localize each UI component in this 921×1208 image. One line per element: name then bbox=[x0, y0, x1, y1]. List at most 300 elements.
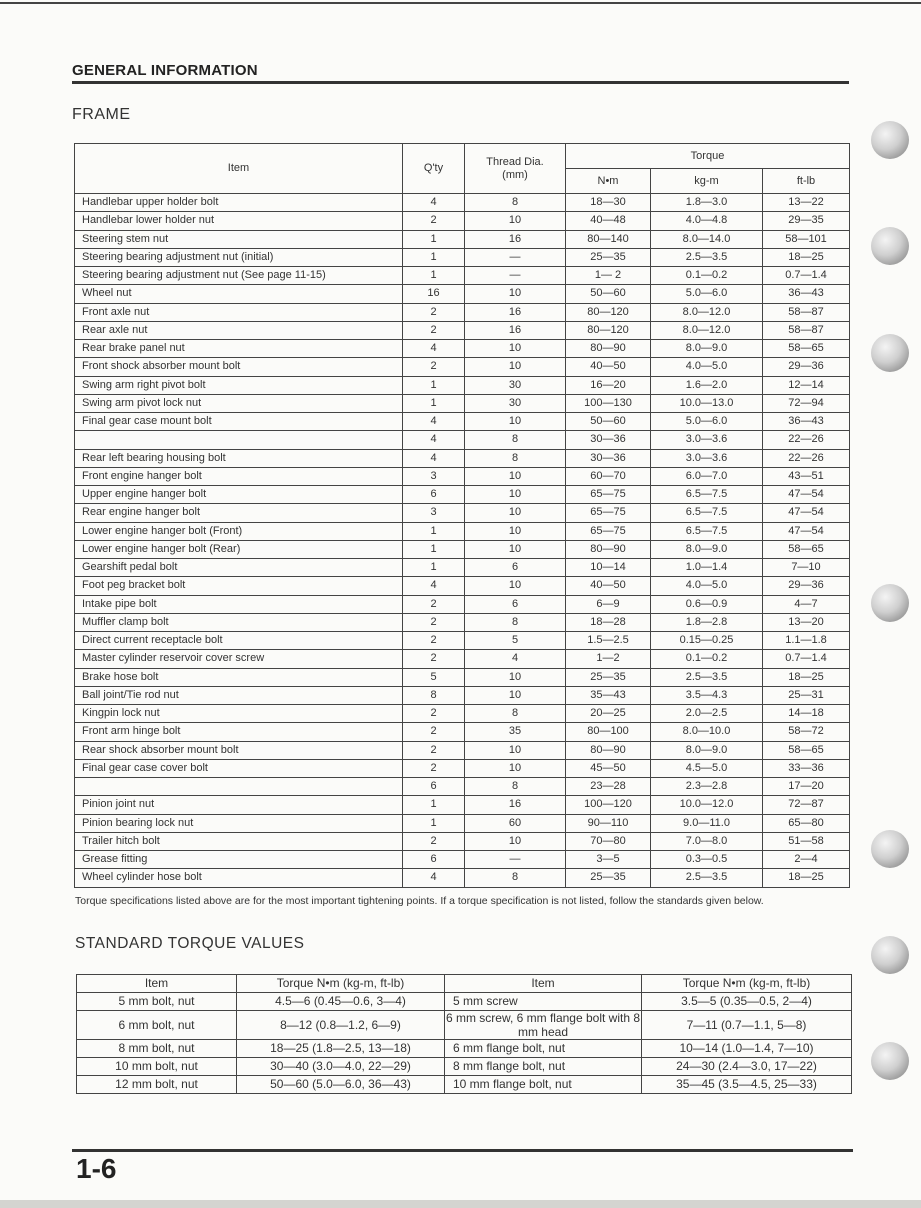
row-item: Rear axle nut bbox=[75, 321, 403, 339]
row-ftlb: 22—26 bbox=[763, 449, 850, 467]
row-nm: 30—36 bbox=[566, 449, 651, 467]
row-ftlb: 25—31 bbox=[763, 686, 850, 704]
row-item: Ball joint/Tie rod nut bbox=[75, 686, 403, 704]
row-kgm: 0.3—0.5 bbox=[651, 851, 763, 869]
std-header-torque-1: Torque N•m (kg-m, ft-lb) bbox=[237, 975, 445, 993]
row-ftlb: 47—54 bbox=[763, 486, 850, 504]
binder-hole bbox=[871, 334, 909, 372]
std-item: 12 mm bolt, nut bbox=[77, 1076, 237, 1094]
row-item: Pinion joint nut bbox=[75, 796, 403, 814]
row-item: Swing arm pivot lock nut bbox=[75, 394, 403, 412]
row-thread: 10 bbox=[465, 741, 566, 759]
standard-torque-table bbox=[76, 974, 852, 1094]
row-kgm: 10.0—13.0 bbox=[651, 394, 763, 412]
row-thread: 10 bbox=[465, 577, 566, 595]
row-nm: 50—60 bbox=[566, 413, 651, 431]
row-thread: 8 bbox=[465, 431, 566, 449]
binder-hole bbox=[871, 227, 909, 265]
footer-rule bbox=[72, 1149, 853, 1152]
row-nm: 25—35 bbox=[566, 248, 651, 266]
row-ftlb: 33—36 bbox=[763, 759, 850, 777]
std-item: 5 mm screw bbox=[445, 993, 642, 1011]
row-kgm: 2.5—3.5 bbox=[651, 668, 763, 686]
row-qty: 2 bbox=[403, 741, 465, 759]
table-row bbox=[75, 486, 850, 504]
row-thread: 10 bbox=[465, 759, 566, 777]
row-ftlb: 58—65 bbox=[763, 540, 850, 558]
row-qty: 2 bbox=[403, 212, 465, 230]
top-rule bbox=[0, 2, 921, 4]
binder-hole bbox=[871, 121, 909, 159]
header-ftlb: ft-lb bbox=[763, 169, 850, 194]
row-qty: 1 bbox=[403, 394, 465, 412]
row-kgm: 6.0—7.0 bbox=[651, 467, 763, 485]
row-nm: 40—50 bbox=[566, 577, 651, 595]
table-row bbox=[75, 650, 850, 668]
row-ftlb: 12—14 bbox=[763, 376, 850, 394]
table-row bbox=[75, 303, 850, 321]
std-torque: 3.5—5 (0.35—0.5, 2—4) bbox=[642, 993, 852, 1011]
row-thread: 10 bbox=[465, 668, 566, 686]
row-kgm: 0.15—0.25 bbox=[651, 632, 763, 650]
table-row bbox=[75, 723, 850, 741]
row-qty: 3 bbox=[403, 504, 465, 522]
row-qty: 8 bbox=[403, 686, 465, 704]
row-item: Pinion bearing lock nut bbox=[75, 814, 403, 832]
row-nm: 100—120 bbox=[566, 796, 651, 814]
row-nm: 80—120 bbox=[566, 321, 651, 339]
row-ftlb: 58—87 bbox=[763, 321, 850, 339]
row-kgm: 8.0—10.0 bbox=[651, 723, 763, 741]
std-torque: 50—60 (5.0—6.0, 36—43) bbox=[237, 1076, 445, 1094]
row-item bbox=[75, 431, 403, 449]
table-row bbox=[75, 796, 850, 814]
std-item: 10 mm flange bolt, nut bbox=[445, 1076, 642, 1094]
table-row bbox=[75, 449, 850, 467]
table-row bbox=[75, 394, 850, 412]
row-item: Lower engine hanger bolt (Front) bbox=[75, 522, 403, 540]
table-row bbox=[75, 340, 850, 358]
row-item: Rear engine hanger bolt bbox=[75, 504, 403, 522]
row-qty: 6 bbox=[403, 851, 465, 869]
row-nm: 16—20 bbox=[566, 376, 651, 394]
row-kgm: 9.0—11.0 bbox=[651, 814, 763, 832]
row-nm: 80—100 bbox=[566, 723, 651, 741]
row-qty: 1 bbox=[403, 814, 465, 832]
row-item: Front arm hinge bolt bbox=[75, 723, 403, 741]
row-qty: 4 bbox=[403, 577, 465, 595]
row-thread: 16 bbox=[465, 796, 566, 814]
table-row bbox=[77, 1058, 852, 1076]
row-item: Front engine hanger bolt bbox=[75, 467, 403, 485]
row-item: Lower engine hanger bolt (Rear) bbox=[75, 540, 403, 558]
table-row bbox=[75, 832, 850, 850]
row-kgm: 3.0—3.6 bbox=[651, 449, 763, 467]
row-qty: 4 bbox=[403, 869, 465, 887]
row-nm: 65—75 bbox=[566, 504, 651, 522]
table-row bbox=[75, 559, 850, 577]
binder-hole bbox=[871, 936, 909, 974]
row-item: Wheel cylinder hose bolt bbox=[75, 869, 403, 887]
table-row bbox=[75, 504, 850, 522]
torque-note: Torque specifications listed above are for the most important tightening points. If a torque specification is not listed, follow the standards given below. bbox=[75, 895, 764, 907]
row-qty: 2 bbox=[403, 632, 465, 650]
row-item: Rear left bearing housing bolt bbox=[75, 449, 403, 467]
table-row bbox=[75, 267, 850, 285]
row-qty: 1 bbox=[403, 796, 465, 814]
row-qty: 2 bbox=[403, 832, 465, 850]
row-thread: 10 bbox=[465, 522, 566, 540]
header-nm: N•m bbox=[566, 169, 651, 194]
row-kgm: 5.0—6.0 bbox=[651, 413, 763, 431]
row-nm: 80—140 bbox=[566, 230, 651, 248]
table-row bbox=[77, 1040, 852, 1058]
row-item: Handlebar lower holder nut bbox=[75, 212, 403, 230]
binder-hole bbox=[871, 584, 909, 622]
row-kgm: 1.6—2.0 bbox=[651, 376, 763, 394]
table-row bbox=[75, 413, 850, 431]
std-header-torque-2: Torque N•m (kg-m, ft-lb) bbox=[642, 975, 852, 993]
row-item: Final gear case mount bolt bbox=[75, 413, 403, 431]
row-thread: 10 bbox=[465, 832, 566, 850]
row-thread: 16 bbox=[465, 230, 566, 248]
row-kgm: 4.0—5.0 bbox=[651, 358, 763, 376]
row-ftlb: 2—4 bbox=[763, 851, 850, 869]
row-item: Brake hose bolt bbox=[75, 668, 403, 686]
row-qty: 4 bbox=[403, 431, 465, 449]
row-kgm: 7.0—8.0 bbox=[651, 832, 763, 850]
table-row bbox=[75, 467, 850, 485]
std-item: 6 mm screw, 6 mm flange bolt with 8 mm head bbox=[445, 1011, 641, 1039]
row-kgm: 1.8—3.0 bbox=[651, 194, 763, 212]
row-kgm: 2.3—2.8 bbox=[651, 778, 763, 796]
table-row bbox=[75, 869, 850, 887]
row-nm: 1—2 bbox=[566, 650, 651, 668]
row-ftlb: 72—87 bbox=[763, 796, 850, 814]
row-kgm: 3.5—4.3 bbox=[651, 686, 763, 704]
row-ftlb: 13—20 bbox=[763, 613, 850, 631]
row-ftlb: 7—10 bbox=[763, 559, 850, 577]
row-qty: 2 bbox=[403, 613, 465, 631]
row-nm: 35—43 bbox=[566, 686, 651, 704]
row-item: Final gear case cover bolt bbox=[75, 759, 403, 777]
row-nm: 80—90 bbox=[566, 340, 651, 358]
row-thread: 6 bbox=[465, 595, 566, 613]
table-row bbox=[75, 595, 850, 613]
row-item: Steering bearing adjustment nut (See page 11-15) bbox=[75, 267, 403, 285]
row-ftlb: 29—35 bbox=[763, 212, 850, 230]
table-row bbox=[75, 431, 850, 449]
row-nm: 1— 2 bbox=[566, 267, 651, 285]
row-qty: 16 bbox=[403, 285, 465, 303]
std-torque: 10—14 (1.0—1.4, 7—10) bbox=[642, 1040, 852, 1058]
row-item: Gearshift pedal bolt bbox=[75, 559, 403, 577]
row-nm: 25—35 bbox=[566, 668, 651, 686]
row-kgm: 0.1—0.2 bbox=[651, 650, 763, 668]
row-item: Intake pipe bolt bbox=[75, 595, 403, 613]
row-thread: 8 bbox=[465, 778, 566, 796]
row-kgm: 2.0—2.5 bbox=[651, 705, 763, 723]
standard-title: STANDARD TORQUE VALUES bbox=[75, 935, 305, 952]
row-nm: 30—36 bbox=[566, 431, 651, 449]
row-kgm: 1.0—1.4 bbox=[651, 559, 763, 577]
table-row bbox=[75, 540, 850, 558]
table-row bbox=[75, 814, 850, 832]
row-thread: 10 bbox=[465, 467, 566, 485]
row-ftlb: 1.1—1.8 bbox=[763, 632, 850, 650]
header-item: Item bbox=[75, 144, 403, 194]
row-ftlb: 58—65 bbox=[763, 741, 850, 759]
header-qty: Q'ty bbox=[403, 144, 465, 194]
row-ftlb: 51—58 bbox=[763, 832, 850, 850]
table-row bbox=[75, 613, 850, 631]
row-ftlb: 58—72 bbox=[763, 723, 850, 741]
row-ftlb: 14—18 bbox=[763, 705, 850, 723]
table-row bbox=[75, 194, 850, 212]
row-kgm: 5.0—6.0 bbox=[651, 285, 763, 303]
std-item: 10 mm bolt, nut bbox=[77, 1058, 237, 1076]
row-qty: 4 bbox=[403, 413, 465, 431]
table-row bbox=[77, 1011, 852, 1040]
std-item: 5 mm bolt, nut bbox=[77, 993, 237, 1011]
row-thread: 10 bbox=[465, 212, 566, 230]
row-ftlb: 43—51 bbox=[763, 467, 850, 485]
row-qty: 1 bbox=[403, 267, 465, 285]
std-item: 6 mm flange bolt, nut bbox=[445, 1040, 642, 1058]
row-nm: 18—28 bbox=[566, 613, 651, 631]
row-thread: 10 bbox=[465, 504, 566, 522]
row-item: Swing arm right pivot bolt bbox=[75, 376, 403, 394]
row-qty: 4 bbox=[403, 340, 465, 358]
table-row bbox=[75, 212, 850, 230]
std-item: 8 mm bolt, nut bbox=[77, 1040, 237, 1058]
table-row bbox=[75, 668, 850, 686]
page-bottom-edge bbox=[0, 1200, 921, 1208]
row-qty: 2 bbox=[403, 723, 465, 741]
table-row bbox=[75, 778, 850, 796]
row-nm: 25—35 bbox=[566, 869, 651, 887]
row-ftlb: 36—43 bbox=[763, 413, 850, 431]
row-qty: 6 bbox=[403, 778, 465, 796]
header-thread bbox=[465, 144, 566, 194]
std-item: 6 mm bolt, nut bbox=[77, 1011, 237, 1040]
row-item: Steering stem nut bbox=[75, 230, 403, 248]
row-qty: 6 bbox=[403, 486, 465, 504]
frame-torque-table bbox=[74, 143, 850, 888]
row-item: Front shock absorber mount bolt bbox=[75, 358, 403, 376]
row-qty: 1 bbox=[403, 559, 465, 577]
table-row bbox=[75, 248, 850, 266]
row-item: Kingpin lock nut bbox=[75, 705, 403, 723]
table-row bbox=[77, 993, 852, 1011]
row-nm: 100—130 bbox=[566, 394, 651, 412]
table-row bbox=[75, 230, 850, 248]
header-thread-label: Thread Dia. bbox=[486, 155, 544, 168]
row-item: Handlebar upper holder bolt bbox=[75, 194, 403, 212]
row-item: Steering bearing adjustment nut (initial) bbox=[75, 248, 403, 266]
row-qty: 1 bbox=[403, 248, 465, 266]
table-row bbox=[75, 741, 850, 759]
row-nm: 70—80 bbox=[566, 832, 651, 850]
row-ftlb: 0.7—1.4 bbox=[763, 267, 850, 285]
row-ftlb: 72—94 bbox=[763, 394, 850, 412]
std-torque: 24—30 (2.4—3.0, 17—22) bbox=[642, 1058, 852, 1076]
std-header-item-1: Item bbox=[77, 975, 237, 993]
row-qty: 5 bbox=[403, 668, 465, 686]
row-thread: 8 bbox=[465, 613, 566, 631]
row-thread: 8 bbox=[465, 449, 566, 467]
row-item: Grease fitting bbox=[75, 851, 403, 869]
row-item: Muffler clamp bolt bbox=[75, 613, 403, 631]
row-nm: 18—30 bbox=[566, 194, 651, 212]
row-ftlb: 18—25 bbox=[763, 668, 850, 686]
table-row bbox=[75, 376, 850, 394]
row-kgm: 10.0—12.0 bbox=[651, 796, 763, 814]
row-ftlb: 36—43 bbox=[763, 285, 850, 303]
row-kgm: 4.5—5.0 bbox=[651, 759, 763, 777]
row-ftlb: 22—26 bbox=[763, 431, 850, 449]
row-kgm: 0.1—0.2 bbox=[651, 267, 763, 285]
row-nm: 45—50 bbox=[566, 759, 651, 777]
row-kgm: 4.0—4.8 bbox=[651, 212, 763, 230]
row-thread: 10 bbox=[465, 340, 566, 358]
row-thread: 10 bbox=[465, 540, 566, 558]
row-thread: 60 bbox=[465, 814, 566, 832]
row-qty: 4 bbox=[403, 449, 465, 467]
row-thread: 6 bbox=[465, 559, 566, 577]
row-thread: 8 bbox=[465, 869, 566, 887]
row-thread: 10 bbox=[465, 486, 566, 504]
row-kgm: 6.5—7.5 bbox=[651, 504, 763, 522]
row-qty: 2 bbox=[403, 303, 465, 321]
row-qty: 2 bbox=[403, 358, 465, 376]
row-thread: 8 bbox=[465, 705, 566, 723]
table-row bbox=[77, 1076, 852, 1094]
row-thread: 35 bbox=[465, 723, 566, 741]
std-torque: 7—11 (0.7—1.1, 5—8) bbox=[642, 1011, 852, 1040]
row-ftlb: 47—54 bbox=[763, 522, 850, 540]
table-row bbox=[75, 285, 850, 303]
row-nm: 80—120 bbox=[566, 303, 651, 321]
section-title: GENERAL INFORMATION bbox=[72, 62, 258, 79]
row-ftlb: 17—20 bbox=[763, 778, 850, 796]
row-qty: 2 bbox=[403, 595, 465, 613]
row-thread: 16 bbox=[465, 303, 566, 321]
row-thread: 4 bbox=[465, 650, 566, 668]
row-nm: 40—48 bbox=[566, 212, 651, 230]
row-qty: 2 bbox=[403, 321, 465, 339]
table-row bbox=[75, 705, 850, 723]
row-item: Master cylinder reservoir cover screw bbox=[75, 650, 403, 668]
table-row bbox=[75, 686, 850, 704]
row-qty: 2 bbox=[403, 759, 465, 777]
row-thread: 16 bbox=[465, 321, 566, 339]
row-thread: 8 bbox=[465, 194, 566, 212]
table-row bbox=[75, 577, 850, 595]
row-kgm: 8.0—12.0 bbox=[651, 321, 763, 339]
row-item: Upper engine hanger bolt bbox=[75, 486, 403, 504]
row-ftlb: 29—36 bbox=[763, 358, 850, 376]
row-ftlb: 18—25 bbox=[763, 248, 850, 266]
row-kgm: 2.5—3.5 bbox=[651, 248, 763, 266]
table-row bbox=[75, 632, 850, 650]
row-qty: 1 bbox=[403, 540, 465, 558]
row-kgm: 4.0—5.0 bbox=[651, 577, 763, 595]
binder-hole bbox=[871, 1042, 909, 1080]
frame-table-body bbox=[75, 194, 850, 888]
row-thread: 10 bbox=[465, 358, 566, 376]
row-ftlb: 4—7 bbox=[763, 595, 850, 613]
row-kgm: 8.0—9.0 bbox=[651, 540, 763, 558]
row-ftlb: 18—25 bbox=[763, 869, 850, 887]
row-thread: — bbox=[465, 267, 566, 285]
row-item: Rear brake panel nut bbox=[75, 340, 403, 358]
std-header-item-2: Item bbox=[445, 975, 642, 993]
table-row bbox=[75, 522, 850, 540]
header-torque: Torque bbox=[566, 144, 850, 169]
row-kgm: 8.0—9.0 bbox=[651, 741, 763, 759]
row-nm: 60—70 bbox=[566, 467, 651, 485]
row-nm: 1.5—2.5 bbox=[566, 632, 651, 650]
row-nm: 65—75 bbox=[566, 522, 651, 540]
std-torque: 8—12 (0.8—1.2, 6—9) bbox=[237, 1011, 445, 1040]
row-kgm: 6.5—7.5 bbox=[651, 522, 763, 540]
row-thread: 10 bbox=[465, 285, 566, 303]
row-item: Trailer hitch bolt bbox=[75, 832, 403, 850]
row-kgm: 2.5—3.5 bbox=[651, 869, 763, 887]
row-nm: 80—90 bbox=[566, 741, 651, 759]
row-nm: 80—90 bbox=[566, 540, 651, 558]
page-number: 1-6 bbox=[76, 1153, 117, 1184]
row-nm: 10—14 bbox=[566, 559, 651, 577]
row-item: Direct current receptacle bolt bbox=[75, 632, 403, 650]
table-row bbox=[75, 321, 850, 339]
row-thread: — bbox=[465, 851, 566, 869]
row-qty: 2 bbox=[403, 650, 465, 668]
row-kgm: 8.0—12.0 bbox=[651, 303, 763, 321]
row-qty: 1 bbox=[403, 522, 465, 540]
row-thread: — bbox=[465, 248, 566, 266]
row-nm: 3—5 bbox=[566, 851, 651, 869]
row-item: Rear shock absorber mount bolt bbox=[75, 741, 403, 759]
table-row bbox=[75, 759, 850, 777]
row-qty: 1 bbox=[403, 230, 465, 248]
row-ftlb: 58—65 bbox=[763, 340, 850, 358]
row-kgm: 0.6—0.9 bbox=[651, 595, 763, 613]
row-thread: 30 bbox=[465, 376, 566, 394]
header-rule bbox=[72, 81, 849, 84]
row-kgm: 8.0—9.0 bbox=[651, 340, 763, 358]
header-kgm: kg-m bbox=[651, 169, 763, 194]
row-item: Front axle nut bbox=[75, 303, 403, 321]
row-thread: 10 bbox=[465, 413, 566, 431]
row-qty: 3 bbox=[403, 467, 465, 485]
row-thread: 30 bbox=[465, 394, 566, 412]
row-item: Foot peg bracket bolt bbox=[75, 577, 403, 595]
row-kgm: 6.5—7.5 bbox=[651, 486, 763, 504]
table-row bbox=[75, 851, 850, 869]
row-thread: 5 bbox=[465, 632, 566, 650]
row-thread: 10 bbox=[465, 686, 566, 704]
std-item: 8 mm flange bolt, nut bbox=[445, 1058, 642, 1076]
row-qty: 4 bbox=[403, 194, 465, 212]
row-qty: 2 bbox=[403, 705, 465, 723]
std-torque: 30—40 (3.0—4.0, 22—29) bbox=[237, 1058, 445, 1076]
binder-hole bbox=[871, 830, 909, 868]
row-ftlb: 58—101 bbox=[763, 230, 850, 248]
row-ftlb: 0.7—1.4 bbox=[763, 650, 850, 668]
row-nm: 20—25 bbox=[566, 705, 651, 723]
